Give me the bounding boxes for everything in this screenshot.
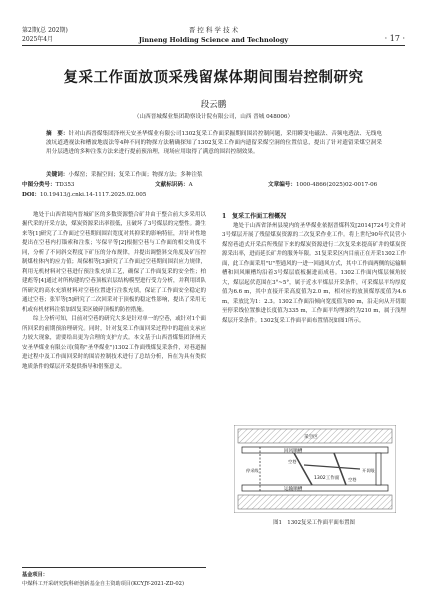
label-stop-line: 停采线 <box>246 468 259 473</box>
keywords <box>46 171 382 181</box>
body-paragraph: 地处于山西省境内晋城矿区的多数资源整合矿井由于整合前大多采用以掘代采的开采方法，煤炭资源采出率很低，且破坏了3号煤层的完整性。潞生来等[1]研究了工作面过空巷期间围岩宽度对其抑采的影响特征，并针对性地提出在空巷内打锚索和注浆；岑保平等[2]根据空巷与工作面的相交角度不同，分析了不同斜交程度下矿压的分布规律，并提出调整斜交角度及矿压控制煤柱体内的应力值；周保相等[3]研究了工作面过空巷期间围岩应力规律，利用无机材料对空巷进行预注浆充填工艺，确保了工作面复采的安全性；柏建彪等[4]通过对所构建的空巷顶板岩层结构模型进行受力分析，并利用团队所研究的高水充填材料对空巷位置进行注浆充填，保证了工作面安全稳定的通过空巷；张军等[5]研究了二次回采对于顶板的稳定性影响，提出了采用无机或有机材料注浆加固复采区破碎顶板的防控措施。 <box>22 212 206 313</box>
keywords-text: 小煤窑；采掘空间；复采工作面；物探方法；多种注浆 <box>68 172 203 178</box>
goaf-zone <box>238 495 392 509</box>
body-paragraph: 综上分析可知，目前对空巷的研究大多是针对单一的空巷，或针对1个面所回采的前期预治理研究。同时，针对复采工作面回采过程中的超前支承应力较大现象，需要给出更为合理的支护方式。本文基于山西晋煤集团泽州天安圣华煤业有限公司(简称"圣华煤业")1302工作面残煤复采条件，对巷道掘进过程中及工作面回采时的围岩控制技术进行了总结分析，旨在为具有类似地质条件的煤层开采提供指导和借鉴意义。 <box>22 316 206 370</box>
abstract-label: 摘 要： <box>46 131 69 137</box>
return-airway <box>242 447 388 453</box>
left-column <box>22 211 206 372</box>
right-column <box>222 222 406 326</box>
article-title: 复采工作面放顶采残留煤体期间围岩控制研究 <box>63 69 364 86</box>
article-number: 文章编号：1000-4866(2025)02-0017-06 <box>268 182 378 188</box>
transport-roadway <box>242 485 388 491</box>
author-name: 段云鹏 <box>200 100 227 110</box>
face-layout-diagram <box>234 425 396 513</box>
header-divider <box>22 45 405 46</box>
doi: DOI：10.19413/j.cnki.14-1117.2025.02.005 <box>22 192 147 198</box>
section-heading: 1 复采工作面工程概况 <box>222 213 287 220</box>
journal-name-en: Jinneng Holding Science and Technology <box>138 36 289 44</box>
clc-number: 中图分类号：TD353 <box>22 182 75 188</box>
funding-footnote: 基金项目： 中煤科工开采研究院科研创新基金自主资助项目(KCYJY-2021-ZD-02) <box>22 572 184 587</box>
journal-header <box>0 25 427 45</box>
label-working-face: 1302工作面 <box>314 476 340 481</box>
page-number: · 17 · <box>384 34 405 43</box>
document-code: 文献标识码：A <box>155 182 193 188</box>
journal-name-cn: 晋 控 科 学 技 术 <box>188 26 239 34</box>
figure-1 <box>234 425 396 513</box>
date-line: 2025年4月 <box>22 36 54 43</box>
label-open-off-cut: 开切眼 <box>362 468 375 473</box>
abstract <box>46 130 382 158</box>
author-affiliation: （山西晋城煤业集团勘察设计院有限公司，山西 晋城 048006） <box>133 114 294 120</box>
issue-line: 第2期(总 202期) <box>22 27 68 34</box>
label-old-roadway: 空巷 <box>348 477 357 482</box>
label-old-roadway: 空巷 <box>288 459 297 464</box>
open-off-cut <box>376 453 381 485</box>
label-return-airway: 回风顺槽 <box>284 449 303 454</box>
abstract-text: 针对山西晋煤集团泽州天安圣华煤业有限公司1302复采工作面采掘期间围岩控制问题，采用瞬变电磁法、音频电透法、无线电波坑道透视法和槽波地震法等4种不同的物探方法精确探知了1302复采工作面内遗留采煤空洞的位置信息，提出了针对遗留采煤空洞采用分层透进的多种注浆方法来进行提前预治理，现场应用取得了满意的围岩控制效果。 <box>46 131 382 156</box>
figure-caption: 图1 1302复采工作面平面布置图 <box>273 520 355 526</box>
footnote-divider <box>22 567 206 568</box>
label-goaf: 采空区 <box>304 435 318 440</box>
label-transport-roadway: 运输顺槽 <box>284 487 303 492</box>
keywords-label: 关键词： <box>46 172 69 178</box>
body-paragraph: 地处于山西省泽州县境内的圣华煤业依据晋煤科发[2014]724号文件对3号煤层开展了残留煤炭资源的二次复采作业工作。将上世纪90年代民营小煤窑巷道式开采后所残留下来的煤炭资源进行二次复采来提高矿井的煤炭资源采出率，进而延长矿井的服务年限。31复采采区内目前正在开采1302工作面，此工作面采用"U"型通风的一进一回通风方式，其中工作面两侧的运输顺槽和回风顺槽均沿着3号煤层底板掘进而成巷。1302工作面内煤层倾角较大，煤层起伏范围在3°~5°，属于近水平煤层开采条件，可采煤层平均厚度值为6.6 m，其中直接开采高度值为2.0 m，相对应的放顶煤厚度值为4.6 m，采放比为1：2.3。1302工作面沿倾向宽度值为80 m，沿走向从开切眼至停采线位置推进长度值为335 m，工作面平均埋深约为210 m，属于浅埋煤层开采条件。1302复采工作面平面布置情况如图1所示。 <box>222 223 406 324</box>
